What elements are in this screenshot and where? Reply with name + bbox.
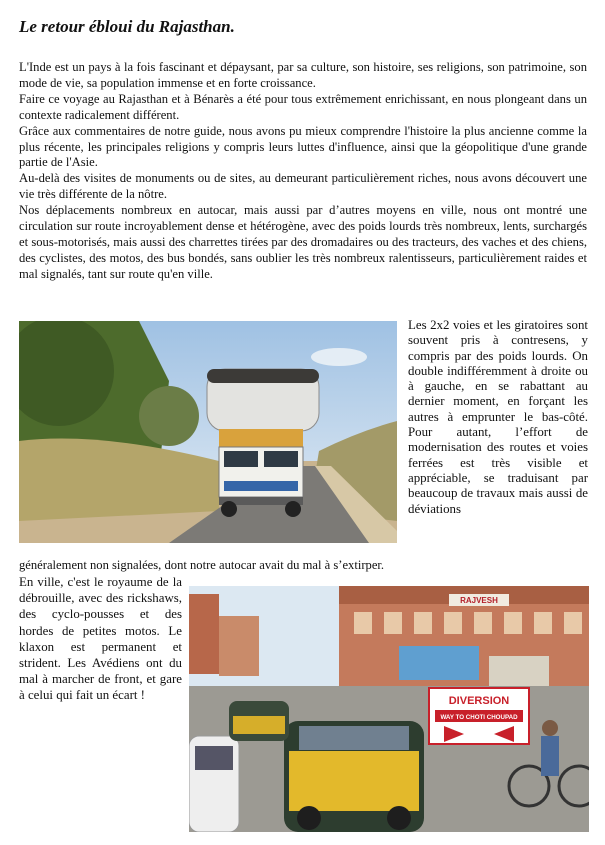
intro-paragraph-5: Nos déplacements nombreux en autocar, mais aussi par d’autres moyens en ville, nous ont montré une circulation sur route incroyablement dense et hétérogène, avec des poids lourds très nombreux, lents, surchargés et sous-motorisés, mais aussi des charrettes tirées par des dromadaires ou des tracteurs, des vaches et des chiens, des cyclistes, des motos, des bus bondés, sans oublier les très nombreux ralentisseurs, particulièrement raides et mal signalés, tant sur route qu'en ville. [19, 203, 587, 281]
roads-paragraph-end: généralement non signalées, dont notre autocar avait du mal à s’extirper. [19, 558, 385, 572]
intro-paragraph-1: L'Inde est un pays à la fois fascinant et dépaysant, par sa culture, son histoire, ses religions, son patrimoine, son mode de vie, sa population immense et en forte croissance. [19, 60, 587, 90]
diversion-sign-title: DIVERSION [448, 695, 510, 707]
intro-paragraph-3: Grâce aux commentaires de notre guide, nous avons pu mieux comprendre l'histoire la plus ancienne comme la plus récente, les principales religions y compris leurs luttes d'influence, ainsi que la géopolitique d'une grande partie de l'Asie. [19, 123, 587, 170]
shop-sign-text: RAJVESH [460, 596, 498, 605]
intro-text [19, 60, 587, 283]
truck-photo-illustration [19, 321, 397, 543]
truck-photo [19, 321, 397, 543]
article-title: Le retour ébloui du Rajasthan. [19, 17, 235, 36]
roads-paragraph: Les 2x2 voies et les giratoires sont souvent pris à contresens, y compris par des poids lourds. On double indifféremment à droite ou à gauche, en se rabattant au dernier moment, en forçant les autres à emprunter le bas-côté. Pour autant, l’effort de modernisation des routes et voies ferrées est très visible et appréciable, se traduisant par beaucoup de travaux mais aussi de déviations [408, 318, 588, 516]
diversion-sign-subtitle: WAY TO CHOTI CHOUPAD [440, 714, 518, 721]
city-paragraph: En ville, c'est le royaume de la débrouille, avec des rickshaws, des cyclo-pousses et des hordes de petites motos. Le klaxon est permanent et strident. Les Avédiens ont du mal à marcher de front, et gare à celui qui fait un écart ! [19, 575, 182, 703]
intro-paragraph-4: Au-delà des visites de monuments ou de sites, au demeurant particulièrement riches, nous avons découvert une vie très différente de la nôtre. [19, 171, 587, 202]
street-photo [189, 586, 589, 832]
street-photo-illustration [189, 586, 589, 832]
intro-paragraph-2: Faire ce voyage au Rajasthan et à Bénarès a été pour tous extrêmement enrichissant, en nous plongeant dans un contexte radicalement différent. [19, 91, 587, 122]
